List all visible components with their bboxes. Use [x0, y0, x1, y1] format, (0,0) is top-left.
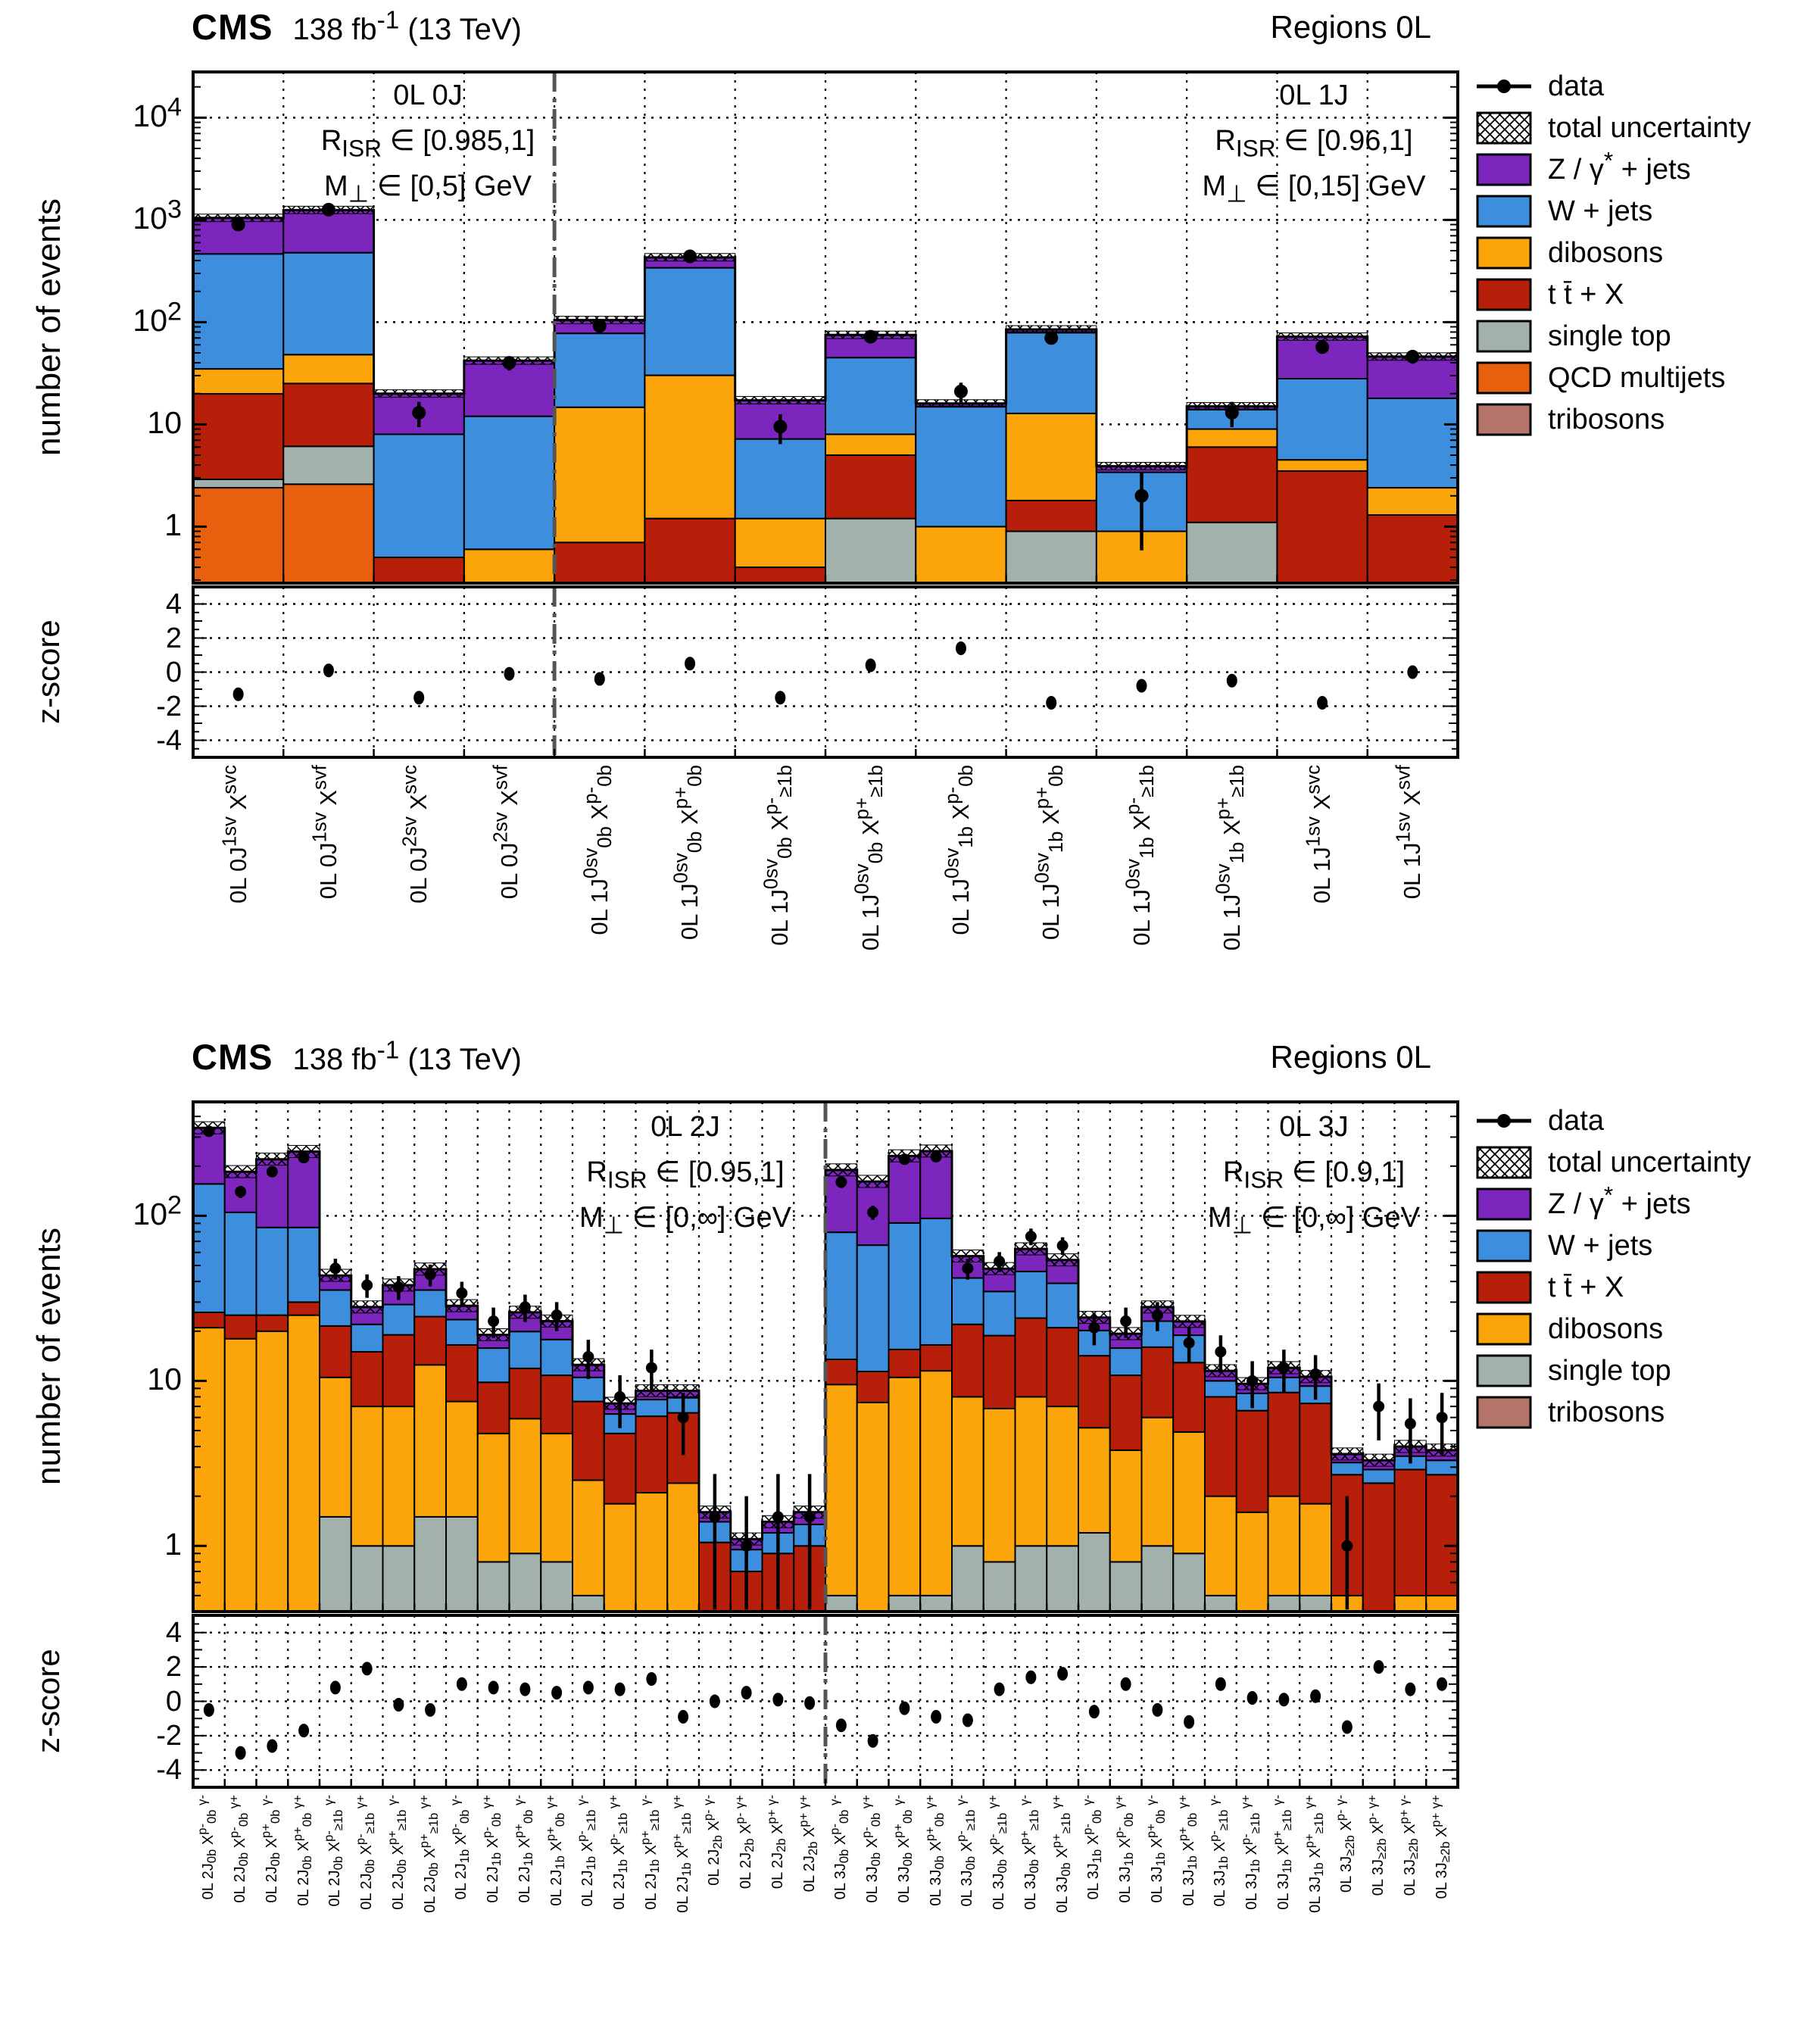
x-tick-label: 0L $3J_{0b}$ $X^{p-}_{\ge 1b}$ $^{\gamma+}$ — [985, 1795, 1010, 1910]
cms-logo-text: CMS — [192, 7, 273, 47]
y-tick-label: 10 — [147, 405, 182, 441]
x-tick-label: 0L $0J^{2sv}$ $X^{svf}$ — [490, 765, 523, 900]
x-tick-label: 0L $1J^{0sv}_{0b}$ $X^{p+}_{\ge 1b}$ — [851, 765, 887, 951]
panel1-y-axis-title: number of events — [30, 198, 67, 457]
data-marker-icon — [1475, 1103, 1533, 1139]
x-tick-label: 0L $1J^{1sv}$ $X^{svf}$ — [1393, 765, 1426, 900]
y-tick-label: $10^2$ — [133, 1191, 182, 1232]
zscore-tick-label: -2 — [156, 1719, 182, 1752]
x-tick-label: 0L $2J_{2b}$ $X^{p+}$ $^{\gamma-}$ — [764, 1795, 788, 1890]
x-tick-label: 0L $1J^{0sv}_{0b}$ $X^{p+}_{0b}$ — [670, 765, 707, 941]
x-tick-label: 0L $1J^{0sv}_{0b}$ $X^{p-}_{0b}$ — [580, 765, 616, 935]
y-tick-label: 10 — [147, 1362, 182, 1397]
x-tick-label: 0L $1J^{1sv}$ $X^{svc}$ — [1303, 765, 1336, 903]
color-swatch-icon — [1475, 276, 1533, 313]
x-tick-label: 0L $2J_{0b}$ $X^{p-}_{\ge 1b}$ $^{\gamma-}$ — [321, 1795, 346, 1907]
legend-item-tribosons — [1475, 1394, 1665, 1431]
color-swatch-icon — [1475, 1186, 1533, 1222]
legend-item-single-top — [1475, 1353, 1671, 1389]
x-tick-label: 0L $2J_{2b}$ $X^{p-}$ $^{\gamma+}$ — [732, 1795, 757, 1890]
x-tick-label: 0L $2J_{2b}$ $X^{p+}$ $^{\gamma+}$ — [795, 1795, 820, 1893]
legend-item-tribosons — [1475, 401, 1665, 438]
y-tick-label: 1 — [164, 1527, 182, 1562]
panel1-header-left — [192, 6, 522, 48]
legend-label: total uncertainty — [1548, 111, 1752, 144]
zscore-tick-label: -2 — [156, 690, 182, 722]
panel2-y-axis-title: number of events — [30, 1228, 67, 1486]
lumi-label: 138 $fb^{-1}$ (13 TeV) — [292, 6, 522, 46]
x-tick-label: 0L $2J_{2b}$ $X^{p-}$ $^{\gamma-}$ — [700, 1795, 725, 1886]
x-tick-label: 0L $2J_{1b}$ $X^{p-}_{0b}$ $^{\gamma-}$ — [448, 1795, 473, 1900]
x-tick-label: 0L $1J^{0sv}_{1b}$ $X^{p+}_{0b}$ — [1031, 765, 1068, 941]
color-swatch-icon — [1475, 1228, 1533, 1264]
color-swatch-icon — [1475, 318, 1533, 354]
x-tick-label: 0L $3J_{0b}$ $X^{p-}_{0b}$ $^{\gamma-}$ — [827, 1795, 852, 1900]
zscore-points — [233, 641, 1418, 710]
x-tick-label: 0L $3J_{\ge 2b}$ $X^{p-}$ $^{\gamma-}$ — [1333, 1795, 1358, 1893]
hatch-swatch-icon — [1475, 1144, 1533, 1181]
legend-item-t-t-x — [1475, 276, 1624, 313]
legend-label: total uncertainty — [1548, 1146, 1752, 1178]
panel2-header-left — [192, 1036, 522, 1078]
legend-item-z-jets — [1475, 145, 1691, 188]
x-tick-label: 0L $2J_{1b}$ $X^{p-}_{0b}$ $^{\gamma+}$ — [479, 1795, 504, 1903]
legend-item-dibosons — [1475, 1311, 1663, 1347]
x-tick-label: 0L $3J_{0b}$ $X^{p-}_{0b}$ $^{\gamma+}$ — [859, 1795, 884, 1903]
cms-logo-text: CMS — [192, 1037, 273, 1077]
x-tick-label: 0L $3J_{0b}$ $X^{p+}_{0b}$ $^{\gamma-}$ — [891, 1795, 915, 1903]
x-tick-label: 0L $3J_{0b}$ $X^{p+}_{0b}$ $^{\gamma+}$ — [922, 1795, 947, 1906]
legend-label: dibosons — [1548, 236, 1664, 269]
color-swatch-icon — [1475, 1269, 1533, 1306]
zscore-tick-label: 2 — [165, 1651, 182, 1684]
panel1-annotation-0l0j: 0L 0J $R_{ISR}$ ∈ [0.985,1] $M_\perp$ ∈ [0,5] GeV — [320, 80, 535, 208]
x-tick-label: 0L $2J_{0b}$ $X^{p+}_{\ge 1b}$ $^{\gamma+}$ — [416, 1795, 441, 1913]
legend-label: single top — [1548, 1354, 1671, 1387]
x-tick-label: 0L $2J_{1b}$ $X^{p+}_{\ge 1b}$ $^{\gamma-}$ — [638, 1795, 662, 1910]
x-tick-label: 0L $3J_{0b}$ $X^{p-}_{\ge 1b}$ $^{\gamma-}$ — [953, 1795, 978, 1907]
x-tick-label: 0L $3J_{1b}$ $X^{p-}_{\ge 1b}$ $^{\gamma+}$ — [1238, 1795, 1263, 1910]
x-tick-label: 0L $3J_{\ge 2b}$ $X^{p+}$ $^{\gamma-}$ — [1396, 1795, 1421, 1896]
legend-item-data — [1475, 1103, 1604, 1139]
x-tick-label: 0L $2J_{0b}$ $X^{p+}_{0b}$ $^{\gamma+}$ — [289, 1795, 314, 1906]
x-tick-label: 0L $3J_{1b}$ $X^{p+}_{\ge 1b}$ $^{\gamma-}$ — [1270, 1795, 1294, 1910]
legend-label: Z / γ* + jets — [1548, 1180, 1691, 1220]
legend-label: W + jets — [1548, 195, 1653, 227]
legend-item-t-t-x — [1475, 1269, 1624, 1306]
x-tick-label: 0L $3J_{1b}$ $X^{p+}_{\ge 1b}$ $^{\gamma+}$ — [1301, 1795, 1326, 1913]
x-tick-label: 0L $3J_{\ge 2b}$ $X^{p-}$ $^{\gamma+}$ — [1365, 1795, 1390, 1896]
x-tick-label: 0L $1J^{0sv}_{0b}$ $X^{p-}_{\ge 1b}$ — [761, 765, 797, 946]
legend-label: tribosons — [1548, 403, 1665, 435]
lumi-label: 138 $fb^{-1}$ (13 TeV) — [292, 1036, 522, 1076]
legend-item-w-jets — [1475, 193, 1652, 229]
x-tick-label: 0L $2J_{0b}$ $X^{p-}_{0b}$ $^{\gamma-}$ — [195, 1795, 220, 1900]
x-tick-label: 0L $2J_{0b}$ $X^{p-}_{0b}$ $^{\gamma+}$ — [226, 1795, 251, 1903]
color-swatch-icon — [1475, 1353, 1533, 1389]
x-tick-label: 0L $2J_{1b}$ $X^{p+}_{\ge 1b}$ $^{\gamma+}$ — [669, 1795, 694, 1913]
color-swatch-icon — [1475, 360, 1533, 396]
x-tick-label: 0L $1J^{0sv}_{1b}$ $X^{p-}_{0b}$ — [941, 765, 978, 935]
panel2-zscore-axis-title: z-score — [30, 1649, 66, 1754]
legend-item-data — [1475, 68, 1604, 105]
legend-label: Z / γ* + jets — [1548, 145, 1691, 186]
legend-item-single-top — [1475, 318, 1671, 354]
x-tick-label: 0L $0J^{1sv}$ $X^{svc}$ — [219, 765, 251, 903]
color-swatch-icon — [1475, 193, 1533, 229]
legend-item-w-jets — [1475, 1228, 1652, 1264]
x-tick-label: 0L $3J_{1b}$ $X^{p+}_{0b}$ $^{\gamma-}$ — [1144, 1795, 1168, 1903]
x-tick-label: 0L $3J_{1b}$ $X^{p-}_{\ge 1b}$ $^{\gamma-}$ — [1206, 1795, 1231, 1907]
legend-item-z-jets — [1475, 1180, 1691, 1222]
x-tick-label: 0L $3J_{1b}$ $X^{p-}_{0b}$ $^{\gamma-}$ — [1080, 1795, 1105, 1900]
x-tick-label: 0L $3J_{1b}$ $X^{p-}_{0b}$ $^{\gamma+}$ — [1112, 1795, 1137, 1903]
x-tick-label: 0L $3J_{0b}$ $X^{p+}_{\ge 1b}$ $^{\gamma-}$ — [1017, 1795, 1041, 1910]
panel2-header-right: Regions 0L — [1270, 1039, 1431, 1075]
panel2-annotation-0l3j: 0L 3J $R_{ISR}$ ∈ [0.9,1] $M_\perp$ ∈ [0,∞] GeV — [1208, 1111, 1420, 1239]
color-swatch-icon — [1475, 151, 1533, 188]
legend-label: W + jets — [1548, 1229, 1653, 1262]
zscore-tick-label: -4 — [156, 1754, 182, 1787]
legend-label: QCD multijets — [1548, 361, 1726, 394]
x-tick-label: 0L $1J^{0sv}_{1b}$ $X^{p+}_{\ge 1b}$ — [1212, 765, 1248, 951]
x-tick-label: 0L $3J_{0b}$ $X^{p+}_{\ge 1b}$ $^{\gamma+}$ — [1048, 1795, 1073, 1913]
x-tick-label: 0L $0J^{2sv}$ $X^{svc}$ — [399, 765, 432, 903]
panel1-zscore-axis-title: z-score — [30, 619, 66, 725]
x-tick-label: 0L $2J_{1b}$ $X^{p+}_{0b}$ $^{\gamma-}$ — [511, 1795, 535, 1903]
y-tick-label: $10^2$ — [133, 297, 182, 339]
x-tick-label: 0L $3J_{1b}$ $X^{p+}_{0b}$ $^{\gamma+}$ — [1175, 1795, 1200, 1906]
zscore-tick-label: 0 — [165, 656, 182, 688]
zscore-tick-label: 4 — [165, 588, 182, 620]
zscore-tick-label: 4 — [165, 1616, 182, 1649]
legend-item-qcd-multijets — [1475, 360, 1725, 396]
x-tick-label: 0L $2J_{1b}$ $X^{p-}_{\ge 1b}$ $^{\gamma-}$ — [574, 1795, 599, 1907]
color-swatch-icon — [1475, 1311, 1533, 1347]
color-swatch-icon — [1475, 1394, 1533, 1431]
x-tick-label: 0L $1J^{0sv}_{1b}$ $X^{p-}_{\ge 1b}$ — [1122, 765, 1158, 946]
legend-label: dibosons — [1548, 1312, 1664, 1345]
x-tick-label: 0L $2J_{1b}$ $X^{p-}_{\ge 1b}$ $^{\gamma+}$ — [606, 1795, 631, 1910]
y-tick-label: $10^4$ — [133, 92, 182, 134]
zscore-tick-label: -4 — [156, 724, 182, 757]
zscore-tick-label: 0 — [165, 1685, 182, 1718]
legend-item-total-uncertainty — [1475, 110, 1751, 146]
legend-label: t t̄ + X — [1548, 278, 1624, 311]
legend-label: tribosons — [1548, 1396, 1665, 1428]
x-tick-label: 0L $0J^{1sv}$ $X^{svf}$ — [309, 765, 342, 900]
zscore-tick-label: 2 — [165, 622, 182, 654]
data-marker-icon — [1475, 68, 1533, 105]
y-tick-label: 1 — [164, 507, 182, 543]
color-swatch-icon — [1475, 401, 1533, 438]
x-tick-label: 0L $3J_{\ge 2b}$ $X^{p+}$ $^{\gamma+}$ — [1427, 1795, 1452, 1899]
panel1-annotation-0l1j: 0L 1J $R_{ISR}$ ∈ [0.96,1] $M_\perp$ ∈ [0,15] GeV — [1202, 80, 1426, 208]
legend-item-dibosons — [1475, 235, 1663, 271]
legend-label: single top — [1548, 320, 1671, 352]
y-tick-label: $10^3$ — [133, 195, 182, 236]
x-tick-label: 0L $2J_{0b}$ $X^{p-}_{\ge 1b}$ $^{\gamma+}$ — [353, 1795, 378, 1910]
panel1-header-right: Regions 0L — [1270, 9, 1431, 45]
legend-item-total-uncertainty — [1475, 1144, 1751, 1181]
legend-label: data — [1548, 1104, 1604, 1137]
hatch-swatch-icon — [1475, 110, 1533, 146]
color-swatch-icon — [1475, 235, 1533, 271]
x-tick-label: 0L $2J_{0b}$ $X^{p+}_{0b}$ $^{\gamma-}$ — [258, 1795, 282, 1903]
x-tick-label: 0L $2J_{1b}$ $X^{p+}_{0b}$ $^{\gamma+}$ — [542, 1795, 567, 1906]
x-tick-label: 0L $2J_{0b}$ $X^{p+}_{\ge 1b}$ $^{\gamma-}$ — [385, 1795, 409, 1910]
legend-label: t t̄ + X — [1548, 1271, 1624, 1303]
legend-label: data — [1548, 70, 1604, 102]
panel2-annotation-0l2j: 0L 2J $R_{ISR}$ ∈ [0.95,1] $M_\perp$ ∈ [0,∞] GeV — [579, 1111, 791, 1239]
